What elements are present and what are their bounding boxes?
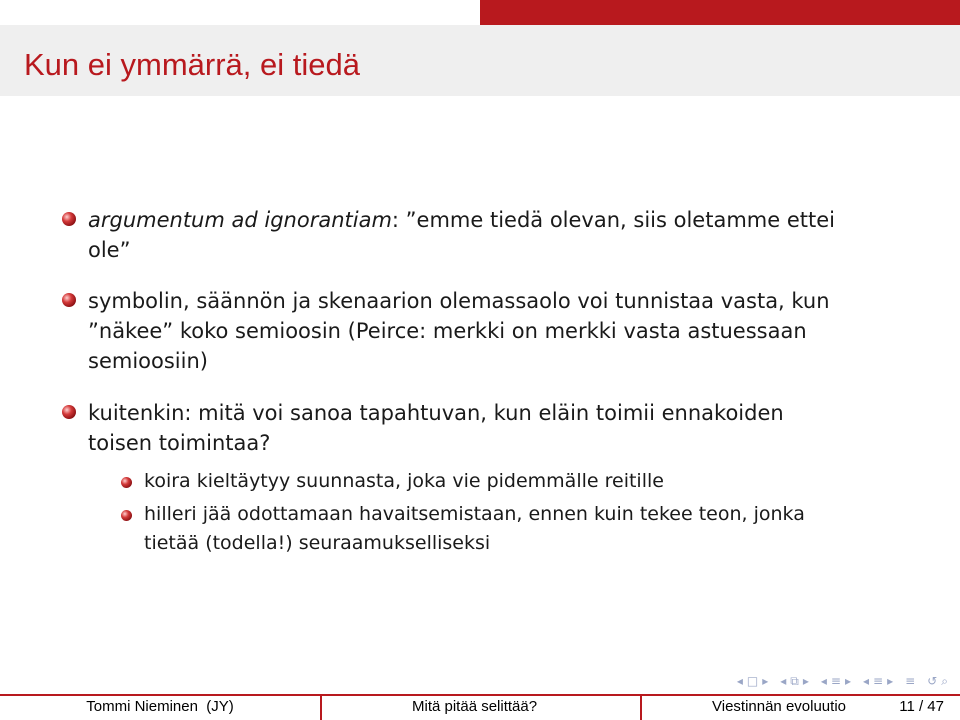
sub-list-item-text: koira kieltäytyy suunnasta, joka vie pidemmälle reitille (144, 470, 664, 492)
next-section-icon[interactable]: ▸ (844, 674, 852, 688)
footer-top-rule (0, 694, 960, 696)
presentation-title: Viestinnän evoluutio (712, 698, 846, 715)
footer-author (0, 694, 320, 720)
navigation-bar (735, 672, 950, 690)
next-frame-icon[interactable]: ▸ (762, 674, 769, 688)
document-icon[interactable]: ≡ (905, 674, 916, 688)
list-item-text: ”näkee” koko semioosin (Peirce: merkki on merkki vasta astuessaan (88, 319, 807, 343)
search-icon[interactable]: ⌕ (941, 674, 948, 688)
list-item-text: : ”emme tiedä olevan, siis oletamme ettei (391, 208, 835, 232)
section-title[interactable]: Ongelma ja miten sitä on lähestytty (215, 4, 449, 21)
footer-date (640, 694, 960, 720)
section-icon[interactable]: ≡ (830, 674, 841, 688)
undo-icon[interactable]: ↺ (927, 674, 938, 688)
bullet-ball-icon (62, 212, 76, 226)
sub-list-item (144, 500, 924, 558)
sub-list-item (144, 467, 924, 496)
footer-divider-right (640, 694, 642, 720)
header-right-fill (480, 0, 960, 25)
list-item (88, 398, 908, 458)
bullet-ball-icon (62, 293, 76, 307)
short-title-text: Mitä pitää selittää? (412, 698, 538, 715)
author-name: Tommi Nieminen (JY) (86, 698, 234, 715)
prev-subsection-icon[interactable]: ◂ (780, 674, 787, 688)
frame-title: Kun ei ymmärrä, ei tiedä (24, 47, 360, 82)
bullet-ball-icon (62, 405, 76, 419)
list-item-text: semioosiin) (88, 349, 208, 373)
list-item-text: kuitenkin: mitä voi sanoa tapahtuvan, kun eläin toimii ennakoiden (88, 401, 784, 425)
frame-icon[interactable]: □ (746, 674, 759, 688)
subsection-icon[interactable]: ⧉ (790, 674, 799, 688)
sub-list-item-text: hilleri jää odottamaan havaitsemistaan, ennen kuin tekee teon, jonka (144, 503, 805, 525)
list-item-text: ole” (88, 238, 131, 262)
header-bar (0, 0, 960, 25)
footer-short-title (320, 694, 640, 720)
page-number: 11 / 47 (899, 698, 944, 715)
part-icon[interactable]: ≡ (873, 674, 884, 688)
list-item (88, 286, 908, 376)
list-item (88, 205, 908, 265)
next-part-icon[interactable]: ▸ (887, 674, 894, 688)
list-item-text: symbolin, säännön ja skenaarion olemassaolo voi tunnistaa vasta, kun (88, 289, 830, 313)
sub-list-item-text: tietää (todella!) seuraamukselliseksi (144, 532, 491, 554)
prev-part-icon[interactable]: ◂ (863, 674, 870, 688)
sub-bullet-ball-icon (121, 510, 132, 521)
prev-frame-icon[interactable]: ◂ (736, 674, 743, 688)
latin-term: argumentum ad ignorantiam (88, 208, 392, 232)
prev-section-icon[interactable]: ◂ (820, 674, 827, 688)
next-subsection-icon[interactable]: ▸ (802, 674, 809, 688)
footer-divider-left (320, 694, 322, 720)
frame-title-bar (0, 25, 960, 96)
sub-bullet-ball-icon (121, 477, 132, 488)
footer (0, 694, 960, 720)
list-item-text: toisen toimintaa? (88, 431, 271, 455)
